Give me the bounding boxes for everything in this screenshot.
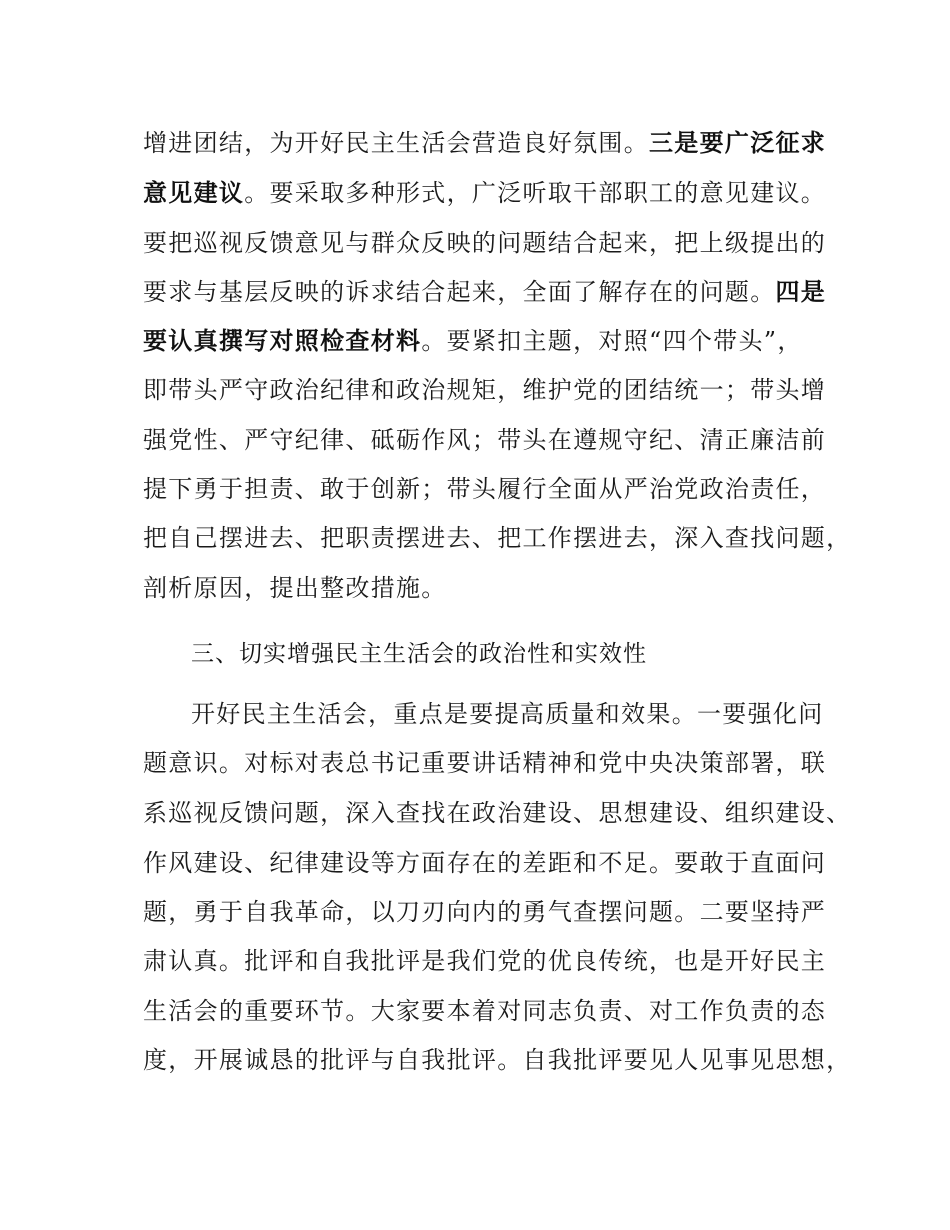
text-line	[143, 568, 447, 608]
text-run: 三、切实增强民主生活会的政治性和实效性	[191, 641, 647, 667]
text-line	[143, 469, 826, 509]
text-run: 增进团结，为开好民主生活会营造良好氛围。	[143, 129, 649, 157]
text-run: 要把巡视反馈意见与群众反映的问题结合起来，把上级提出的	[143, 229, 827, 257]
bold-phrase: 四是	[775, 278, 827, 306]
text-line	[143, 743, 826, 783]
text-run: 提下勇于担责、敢于创新；带头履行全面从严治党政治责任，	[143, 475, 827, 503]
bold-phrase: 三是要广泛征求	[649, 129, 827, 157]
text-line	[143, 321, 803, 361]
text-run: 强党性、严守纪律、砥砺作风；带头在遵规守纪、清正廉洁前	[143, 426, 827, 454]
text-line	[143, 843, 826, 883]
text-line	[143, 420, 826, 460]
text-run: 。要紧扣主题，对照“四个带头”，	[421, 327, 803, 355]
text-run: 题意识。对标对表总书记重要讲话精神和党中央决策部署，联	[143, 749, 827, 777]
text-line	[143, 941, 826, 981]
text-line	[143, 518, 851, 558]
bold-phrase: 意见建议	[143, 179, 245, 207]
section-heading	[191, 634, 647, 674]
text-line	[143, 272, 826, 312]
bold-phrase: 要认真撰写对照检查材料	[143, 327, 422, 355]
text-run: 题，勇于自我革命，以刀刃向内的勇气查摆问题。二要坚持严	[143, 898, 827, 926]
text-line	[143, 370, 826, 410]
text-run: 即带头严守政治纪律和政治规矩，维护党的团结统一；带头增	[143, 376, 827, 404]
text-line	[143, 223, 826, 263]
text-line	[143, 991, 826, 1031]
text-run: 剖析原因，提出整改措施。	[143, 574, 447, 602]
text-run: 作风建设、纪律建设等方面存在的差距和不足。要敢于直面问	[143, 849, 827, 877]
text-run: 要求与基层反映的诉求结合起来，全面了解存在的问题。	[143, 278, 776, 306]
text-run: 。要采取多种形式，广泛听取干部职工的意见建议。	[244, 179, 827, 207]
text-run: 度，开展诚恳的批评与自我批评。自我批评要见人见事见思想，	[143, 1046, 852, 1074]
text-line	[143, 1040, 851, 1080]
text-run: 系巡视反馈问题，深入查找在政治建设、思想建设、组织建设、	[143, 799, 852, 827]
text-run: 生活会的重要环节。大家要本着对同志负责、对工作负责的态	[143, 997, 827, 1025]
text-run: 肃认真。批评和自我批评是我们党的优良传统，也是开好民主	[143, 947, 827, 975]
text-line	[191, 694, 824, 734]
text-run: 把自己摆进去、把职责摆进去、把工作摆进去，深入查找问题，	[143, 524, 852, 552]
text-run: 开好民主生活会，重点是要提高质量和效果。一要强化问	[191, 700, 824, 728]
text-line	[143, 123, 826, 163]
text-line	[143, 793, 851, 833]
text-line	[143, 892, 826, 932]
text-line	[143, 173, 826, 213]
